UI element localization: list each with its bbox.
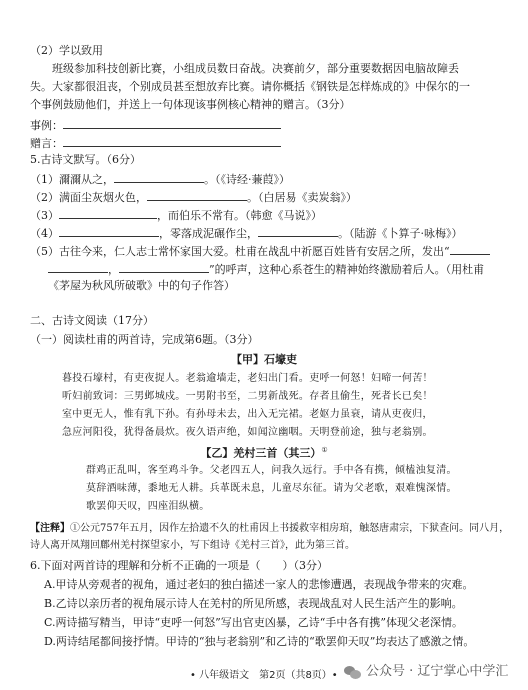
poem2-line: 群鸡正乱叫，客至鸡斗争。父老四五人，问我久远行。手中各有携，倾榼浊复清。 [86, 465, 457, 476]
annotation-line-2: 诗人离开凤翔回鄜州羌村探望家小，写下组诗《羌村三首》，此为第三首。 [30, 540, 355, 551]
example-blank[interactable] [63, 117, 281, 129]
q6-option-a[interactable]: A.甲诗从旁观者的视角，通过老妇的独白描述一家人的悲惨遭遇，表现战争带来的灾难。 [44, 578, 474, 591]
watermark [344, 664, 508, 680]
poem1-line: 暮投石壕村，有吏夜捉人。老翁逾墙走，老妇出门看。吏呼一何怒！妇啼一何苦！ [62, 373, 433, 384]
q5-blank-4b[interactable] [258, 225, 338, 237]
q5-item-4-source: 。（陆游《卜算子·咏梅》） [338, 227, 463, 240]
q2-heading: （2）学以致用 [30, 44, 103, 57]
annotation-text: ①公元757年五月，因作左拾遗不久的杜甫因上书援救宰相房琯，触怒唐肃宗，下狱查问。同八月， [70, 523, 510, 534]
example-line [30, 117, 281, 133]
q5-item-3 [30, 207, 322, 223]
q5-item-2-text: （2）满面尘灰烟火色， [30, 191, 147, 204]
q5-item-5-text-2: ”的呼声，这种心系苍生的精神始终激励着后人。（用杜甫 [209, 263, 485, 276]
q6-heading: 6.下面对两首诗的理解和分析不正确的一项是（ ）（3分） [30, 559, 328, 572]
q5-item-4-text: ，零落成泥碾作尘， [159, 227, 258, 240]
q5-item-5-line2 [48, 261, 484, 277]
q2-para-3: 个事例鼓励他们，并送上一句体现该事例核心精神的赠言。（3分） [30, 98, 351, 111]
q5-heading: 5.古诗文默写。（6分） [30, 153, 141, 166]
poem1-title: 【甲】石壕吏 [231, 353, 297, 366]
poem2-title: 【乙】羌村三首（其三） [200, 446, 322, 460]
poem2-line: 歌罢仰天叹，四座泪纵横。 [86, 501, 210, 512]
q5-item-1 [30, 171, 290, 187]
q5-item-4 [30, 225, 463, 241]
poem2-line: 莫辞酒味薄，黍地无人耕。兵革既未息，儿童尽东征。请为父老歌，艰难愧深情。 [86, 483, 457, 494]
q5-item-5-text: （5）古往今来，仁人志士常怀家国大爱。杜甫在战乱中祈愿百姓皆有安居之所，发出“ [30, 245, 450, 258]
q5-blank-5c[interactable] [119, 261, 209, 273]
q5-item-3-text: ，而伯乐不常有。（韩愈《马说》） [157, 209, 322, 222]
example-label: 事例： [30, 119, 63, 132]
q5-blank-3[interactable] [59, 207, 157, 219]
q6-option-c[interactable]: C.两诗描写精当，甲诗“吏呼一何怒”写出官吏凶暴，乙诗“手中各有携”体现父老深情。 [44, 616, 464, 629]
q5-blank-2[interactable] [147, 189, 247, 201]
q2-para-2: 失。大家都很沮丧，个别成员甚至想放弃比赛。请你概括《钢铁是怎样炼成的》中保尔的一 [30, 80, 470, 93]
wechat-icon [344, 665, 362, 679]
section2-heading: 二、古诗文阅读（17分） [30, 314, 154, 327]
poem1-line: 急应河阳役，犹得备晨炊。夜久语声绝，如闻泣幽咽。天明登前途，独与老翁别。 [62, 427, 433, 438]
poem1-line: 室中更无人，惟有乳下孙。有孙母未去，出入无完裙。老妪力虽衰，请从吏夜归， [62, 409, 433, 420]
q6-option-d[interactable]: D.两诗结尾都间接抒情。甲诗的“独与老翁别”和乙诗的“歌罢仰天叹”均表达了感激之情。 [44, 635, 475, 648]
q5-blank-5b[interactable] [48, 261, 108, 273]
q5-item-2-source: 。（白居易《卖炭翁》） [247, 191, 357, 204]
annotation-line-1 [30, 523, 509, 536]
watermark-text: 公众号 · 辽宁掌心中学汇 [366, 664, 509, 679]
q2-para-1: 班级参加科技创新比赛，小组成员数日奋战。决赛前夕，部分重要数据因电脑故障丢 [52, 62, 459, 75]
q5-item-4-prefix: （4） [30, 227, 59, 240]
q5-item-2 [30, 189, 357, 205]
q5-item-3-prefix: （3） [30, 209, 59, 222]
q5-item-1-text: （1）濔濔从之， [30, 173, 114, 186]
gift-blank[interactable] [63, 135, 281, 147]
annotation-label: 【注释】 [30, 523, 70, 534]
q5-blank-1[interactable] [114, 171, 204, 183]
gift-label: 赠言： [30, 137, 63, 150]
q5-item-5-line3: 《茅屋为秋风所破歌》中的句子作答） [48, 279, 235, 292]
q5-blank-4a[interactable] [59, 225, 159, 237]
poem1-line: 听妇前致词：三男邺城戍。一男附书至，二男新战死。存者且偷生，死者长已矣！ [62, 391, 433, 402]
q5-item-5-comma: ， [108, 263, 119, 276]
page-footer: • 八年级语文 第2页（共8页）• [190, 670, 338, 681]
section2-subheading: （一）阅读杜甫的两首诗，完成第6题。（3分） [30, 333, 259, 346]
q5-blank-5a[interactable] [450, 243, 490, 255]
gift-line [30, 135, 281, 151]
poem2-title-row [0, 446, 528, 460]
q6-option-b[interactable]: B.乙诗以亲历者的视角展示诗人在羌村的所见所感，表现战乱对人民生活产生的影响。 [44, 597, 463, 610]
poem2-footnote-mark: ① [321, 446, 328, 454]
q5-item-1-source: 。（《诗经·蒹葭》） [204, 173, 290, 186]
q5-item-5 [30, 243, 490, 259]
